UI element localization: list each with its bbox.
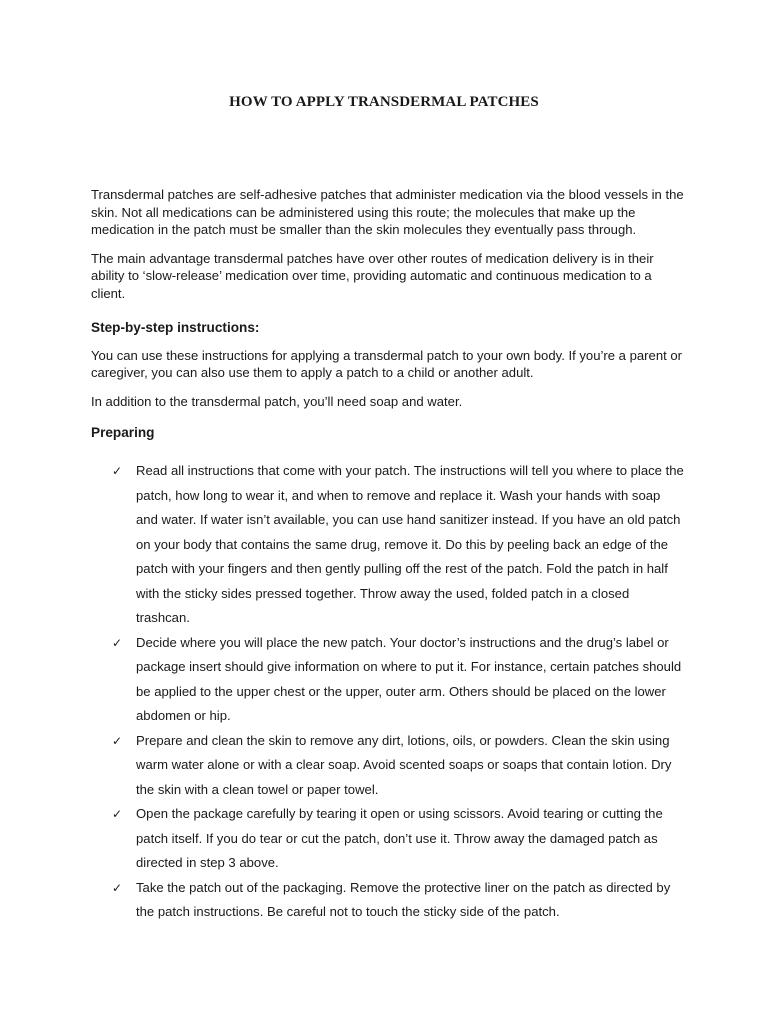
page-title: HOW TO APPLY TRANSDERMAL PATCHES bbox=[229, 94, 539, 110]
checkmark-icon: ✓ bbox=[112, 880, 123, 895]
section-heading-steps: Step-by-step instructions: bbox=[91, 319, 260, 335]
checkmark-icon: ✓ bbox=[112, 635, 123, 650]
preparing-checklist bbox=[91, 459, 685, 925]
list-item-text: Decide where you will place the new patch. Your doctor’s instructions and the drug’s label or package insert should give information on where to put it. For instance, certain patches should be applied to the upper chest or the upper, outer arm. Others should be placed on the lower abdomen or hip. bbox=[136, 634, 682, 724]
list-item-text: Read all instructions that come with your patch. The instructions will tell you where to place the patch, how long to wear it, and when to remove and replace it. Wash your hands with soap and water. If water isn’t available, you can use hand sanitizer instead. If you have an old patch on your body that contains the same drug, remove it. Do this by peeling back an edge of the patch with your fingers and then gently pulling off the rest of the patch. Fold the patch in half with the sticky sides pressed together. Throw away the used, folded patch in a closed trashcan. bbox=[136, 463, 684, 626]
list-item bbox=[91, 876, 685, 925]
checkmark-icon: ✓ bbox=[112, 464, 123, 479]
list-item bbox=[91, 631, 685, 729]
list-item-text: Take the patch out of the packaging. Remove the protective liner on the patch as directed by the patch instructions. Be careful not to touch the sticky side of the patch. bbox=[136, 879, 671, 920]
document-body bbox=[91, 186, 685, 925]
list-item bbox=[91, 729, 685, 803]
steps-paragraph: You can use these instructions for applying a transdermal patch to your own body. If you’re a parent or caregiver, you can also use them to apply a patch to a child or another adult. bbox=[91, 347, 683, 381]
list-item bbox=[91, 802, 685, 876]
list-item bbox=[91, 459, 685, 631]
steps-paragraph: In addition to the transdermal patch, you’ll need soap and water. bbox=[91, 393, 463, 409]
checkmark-icon: ✓ bbox=[112, 733, 123, 748]
list-item-text: Prepare and clean the skin to remove any dirt, lotions, oils, or powders. Clean the skin using warm water alone or with a clear soap. Avoid scented soaps or soaps that contain lotion. Dry the skin with a clean towel or paper towel. bbox=[136, 732, 672, 797]
checkmark-icon: ✓ bbox=[112, 807, 123, 822]
section-heading-preparing: Preparing bbox=[91, 425, 155, 441]
intro-paragraph: The main advantage transdermal patches have over other routes of medication delivery is in their ability to ‘slow-release’ medication over time, providing automatic and continuous medication to a client. bbox=[91, 250, 654, 301]
list-item-text: Open the package carefully by tearing it open or using scissors. Avoid tearing or cutting the patch itself. If you do tear or cut the patch, don’t use it. Throw away the damaged patch as directed in step 3 above. bbox=[136, 806, 663, 871]
intro-paragraph: Transdermal patches are self-adhesive patches that administer medication via the blood vessels in the skin. Not all medications can be administered using this route; the molecules that make up the medication in the patch must be smaller than the skin molecules they eventually pass through. bbox=[91, 187, 684, 238]
